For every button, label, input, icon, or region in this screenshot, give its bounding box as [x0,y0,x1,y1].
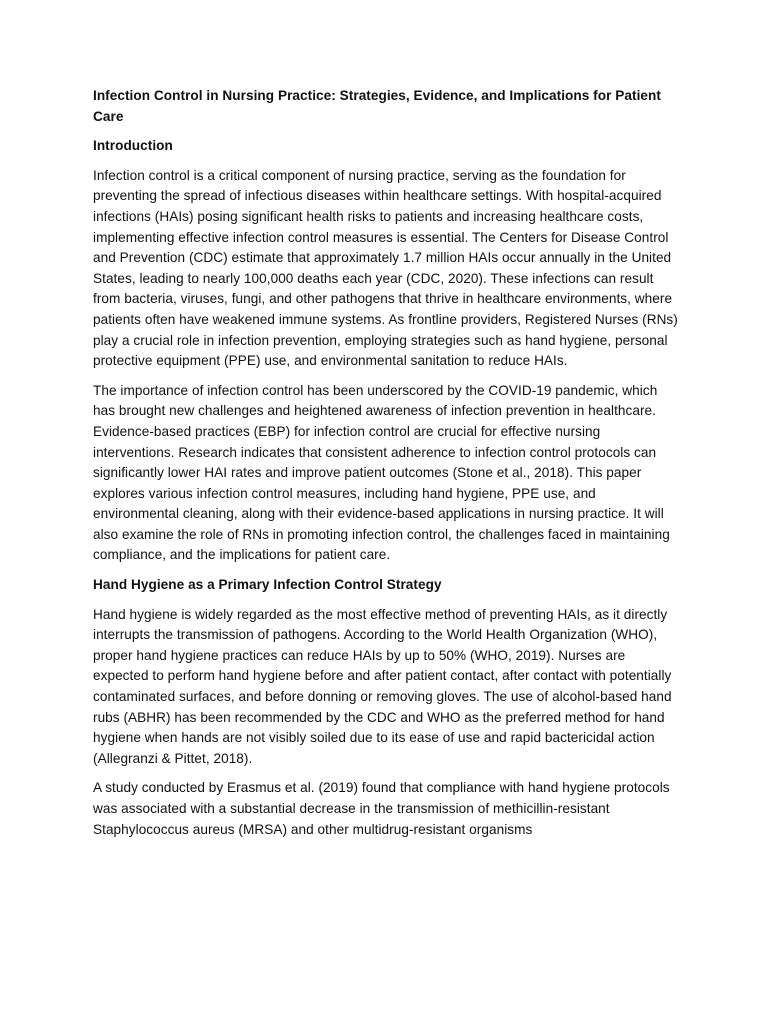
paragraph: Hand hygiene is widely regarded as the most effective method of preventing HAIs, as it directly interrupts the transmission of pathogens. According to the World Health Organization (WHO), proper hand hygiene practices can reduce HAIs by up to 50% (WHO, 2019). Nurses are expected to perform hand hygiene before and after patient contact, after contact with potentially contaminated surfaces, and before donning or removing gloves. The use of alcohol-based hand rubs (ABHR) has been recommended by the CDC and WHO as the preferred method for hand hygiene when hands are not visibly soiled due to its ease of use and rapid bactericidal action (Allegranzi & Pittet, 2018). [93,606,672,766]
document-title: Infection Control in Nursing Practice: Strategies, Evidence, and Implications for Patient Care [93,88,661,124]
section-heading: Hand Hygiene as a Primary Infection Control Strategy [93,577,442,593]
section-hand-hygiene [93,575,683,840]
paragraph: A study conducted by Erasmus et al. (2019) found that compliance with hand hygiene protocols was associated with a substantial decrease in the transmission of methicillin-resistant Staphylococcus aureus (MRSA) and other multidrug-resistant organisms [93,780,670,837]
paragraph: Infection control is a critical component of nursing practice, serving as the foundation for preventing the spread of infectious diseases within healthcare settings. With hospital-acquired infections (HAIs) posing significant health risks to patients and increasing healthcare costs, implementing effective infection control measures is essential. The Centers for Disease Control and Prevention (CDC) estimate that approximately 1.7 million HAIs occur annually in the United States, leading to nearly 100,000 deaths each year (CDC, 2020). These infections can result from bacteria, viruses, fungi, and other pathogens that thrive in healthcare environments, where patients often have weakened immune systems. As frontline providers, Registered Nurses (RNs) play a crucial role in infection prevention, employing strategies such as hand hygiene, personal protective equipment (PPE) use, and environmental sanitation to reduce HAIs. [93,167,678,369]
paragraph: The importance of infection control has been underscored by the COVID-19 pandemic, which has brought new challenges and heightened awareness of infection prevention in healthcare. Evidence-based practices (EBP) for infection control are crucial for effective nursing interventions. Research indicates that consistent adherence to infection control protocols can significantly lower HAI rates and improve patient outcomes (Stone et al., 2018). This paper explores various infection control measures, including hand hygiene, PPE use, and environmental cleaning, along with their evidence-based applications in nursing practice. It will also examine the role of RNs in promoting infection control, the challenges faced in maintaining compliance, and the implications for patient care. [93,382,670,563]
document-page [93,86,683,849]
section-heading: Introduction [93,138,173,154]
section-introduction [93,136,683,566]
